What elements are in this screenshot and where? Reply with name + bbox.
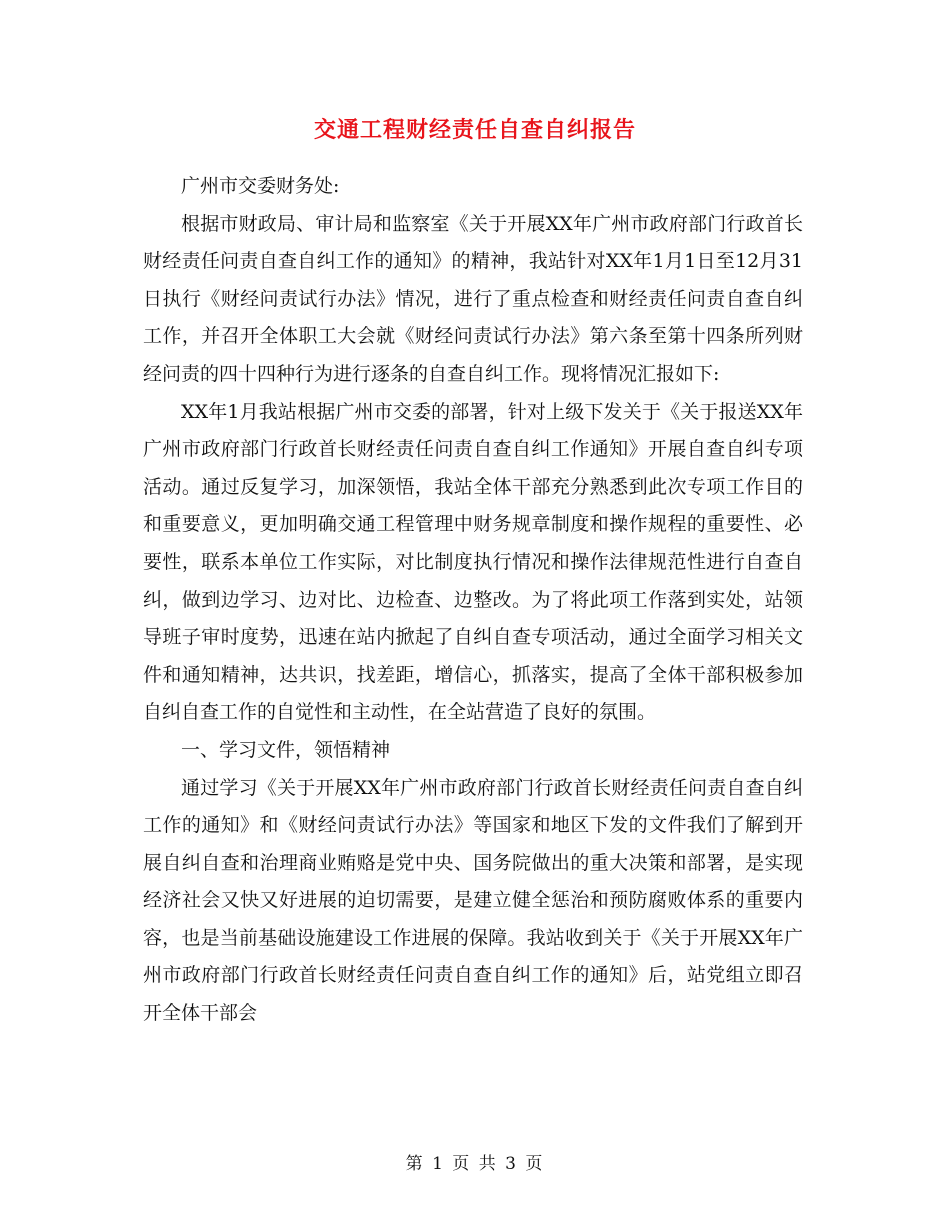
document-title: 交通工程财经责任自查自纠报告 bbox=[313, 117, 636, 143]
document-body bbox=[143, 168, 803, 1033]
salutation: 广州市交委财务处: bbox=[181, 175, 340, 197]
paragraph: 通过学习《关于开展XX年广州市政府部门行政首长财经责任问责自查自纠工作的通知》和《财经问责试行办法》等国家和地区下发的文件我们了解到开展自纠自查和治理商业贿赂是党中央、国务院做出的重大决策和部署，是实现经济社会又快又好进展的迫切需要，是建立健全惩治和预防腐败体系的重要内容，也是当前基础设施建设工作进展的保障。我站收到关于《关于开展XX年广州市政府部门行政首长财经责任问责自查自纠工作的通知》后，站党组立即召开全体干部会 bbox=[143, 776, 803, 1025]
paragraph: 根据市财政局、审计局和监察室《关于开展XX年广州市政府部门行政首长财经责任问责自查自纠工作的通知》的精神，我站针对XX年1月1日至12月31日执行《财经问责试行办法》情况，进行了重点检查和财经责任问责自查自纠工作，并召开全体职工大会就《财经问责试行办法》第六条至第十四条所列财经问责的四十四种行为进行逐条的自查自纠工作。现将情况汇报如下: bbox=[143, 212, 803, 385]
page-number-footer: 第 1 页 共 3 页 bbox=[405, 1154, 545, 1174]
section-heading: 一、学习文件，领悟精神 bbox=[181, 738, 391, 761]
paragraph: XX年1月我站根据广州市交委的部署，针对上级下发关于《关于报送XX年广州市政府部门行政首长财经责任问责自查自纠工作通知》开展自查自纠专项活动。通过反复学习，加深领悟，我站全体干部充分熟悉到此次专项工作目的和重要意义，更加明确交通工程管理中财务规章制度和操作规程的重要性、必要性，联系本单位工作实际，对比制度执行情况和操作法律规范性进行自查自纠，做到边学习、边对比、边检查、边整改。为了将此项工作落到实处，站领导班子审时度势，迅速在站内掀起了自纠自查专项活动，通过全面学习相关文件和通知精神，达共识，找差距，增信心，抓落实，提高了全体干部积极参加自纠自查工作的自觉性和主动性，在全站营造了良好的氛围。 bbox=[143, 400, 803, 724]
